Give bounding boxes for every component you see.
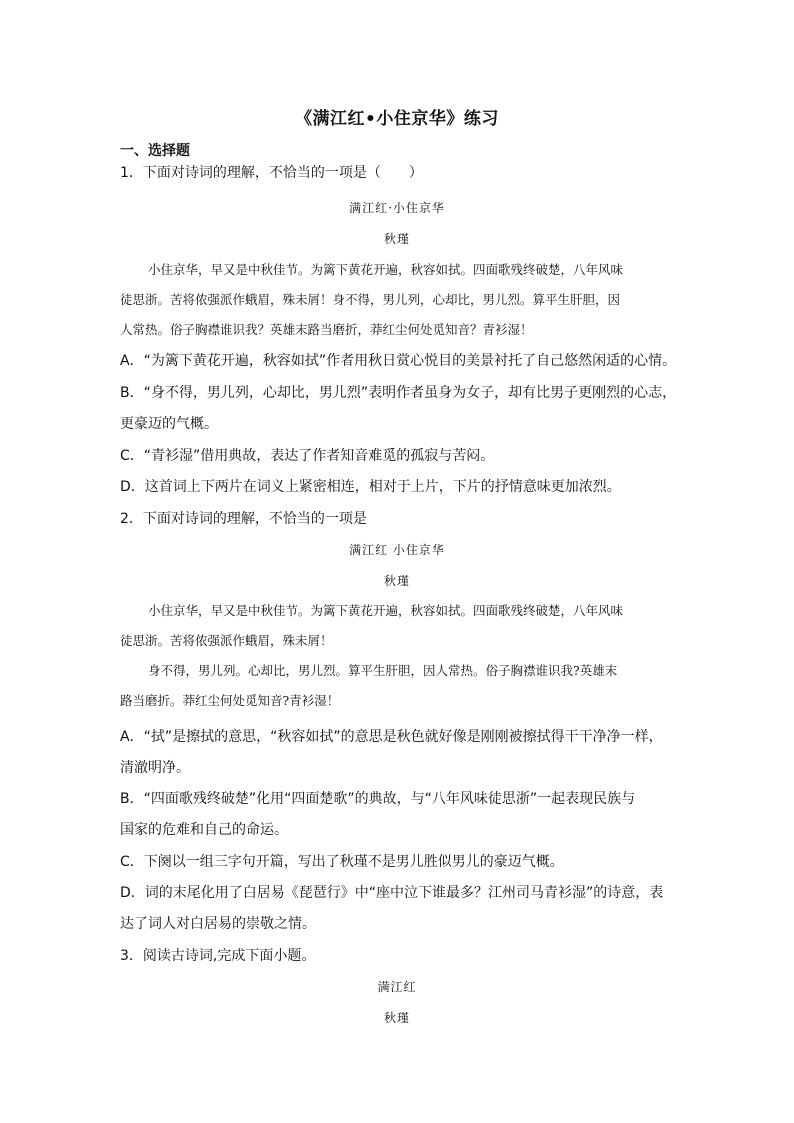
question-1-option-b: B．“身不得，男儿列，心却比，男儿烈”表明作者虽身为女子，却有比男子更刚烈的心志， bbox=[120, 385, 677, 401]
question-1-option-a: A．“为篱下黄花开遍，秋容如拭”作者用秋日赏心悦目的美景衬托了自己悠然闲适的心情。 bbox=[120, 353, 677, 369]
question-2-option-d: D．词的末尾化用了白居易《琵琶行》中“座中泣下谁最多？江州司马青衫湿”的诗意，表 bbox=[120, 885, 664, 901]
question-1-stem: 1．下面对诗词的理解，不恰当的一项是（ ） bbox=[120, 165, 423, 181]
question-2-poem-line: 小住京华，早又是中秋佳节。为篱下黄花开遍，秋容如拭。四面歌残终破楚，八年风味 bbox=[148, 603, 624, 618]
question-2-option-b: B．“四面歌残终破楚”化用“四面楚歌”的典故，与“八年风味徒思浙”一起表现民族与 bbox=[120, 791, 636, 807]
question-2-poem-author: 秋瑾 bbox=[383, 574, 410, 588]
question-1-poem-line: 人常热。俗子胸襟谁识我？英雄末路当磨折，莽红尘何处觅知音？青衫湿！ bbox=[120, 322, 533, 337]
question-2-poem-line: 身不得，男儿列。心却比，男儿烈。算平生肝胆，因人常热。俗子胸襟谁识我?英雄末 bbox=[148, 663, 618, 678]
section-heading: 一、选择题 bbox=[120, 143, 190, 159]
question-2-option-b-cont: 国家的危难和自己的命运。 bbox=[120, 822, 288, 838]
question-3-poem-title: 满江红 bbox=[377, 980, 417, 994]
question-2-option-d-cont: 达了词人对白居易的崇敬之情。 bbox=[120, 916, 316, 932]
question-1-option-d: D．这首词上下两片在词义上紧密相连，相对于上片，下片的抒情意味更加浓烈。 bbox=[120, 479, 621, 495]
question-2-stem: 2．下面对诗词的理解，不恰当的一项是 bbox=[120, 511, 367, 527]
document-title: 《满江红•小住京华》练习 bbox=[295, 109, 499, 129]
question-2-option-c: C．下阕以一组三字句开篇，写出了秋瑾不是男儿胜似男儿的豪迈气概。 bbox=[120, 854, 564, 870]
question-3-poem-author: 秋瑾 bbox=[383, 1011, 410, 1025]
question-1-option-b-cont: 更豪迈的气概。 bbox=[120, 416, 218, 432]
question-2-option-a-cont: 清澈明净。 bbox=[120, 760, 190, 776]
question-1-poem-line: 小住京华，早又是中秋佳节。为篱下黄花开遍，秋容如拭。四面歌残终破楚，八年风味 bbox=[148, 262, 624, 277]
question-1-option-c: C．“青衫湿”借用典故，表达了作者知音难觅的孤寂与苦闷。 bbox=[120, 448, 495, 464]
question-2-poem-title: 满江红 小住京华 bbox=[349, 543, 445, 557]
question-2-poem-line: 路当磨折。莽红尘何处觅知音?青衫湿！ bbox=[120, 693, 340, 708]
question-2-poem-line: 徒思浙。苦将侬强派作蛾眉，殊未屑！ bbox=[120, 633, 333, 648]
question-1-poem-title: 满江红·小住京华 bbox=[349, 201, 445, 215]
question-2-option-a: A．“拭”是擦拭的意思，“秋容如拭”的意思是秋色就好像是刚刚被擦拭得干干净净一样， bbox=[120, 729, 663, 745]
question-1-poem-author: 秋瑾 bbox=[383, 232, 410, 246]
question-1-poem-line: 徒思浙。苦将侬强派作蛾眉，殊未屑！身不得，男儿列，心却比，男儿烈。算平生肝胆，因 bbox=[120, 292, 621, 307]
question-3-stem: 3．阅读古诗词,完成下面小题。 bbox=[120, 948, 316, 964]
